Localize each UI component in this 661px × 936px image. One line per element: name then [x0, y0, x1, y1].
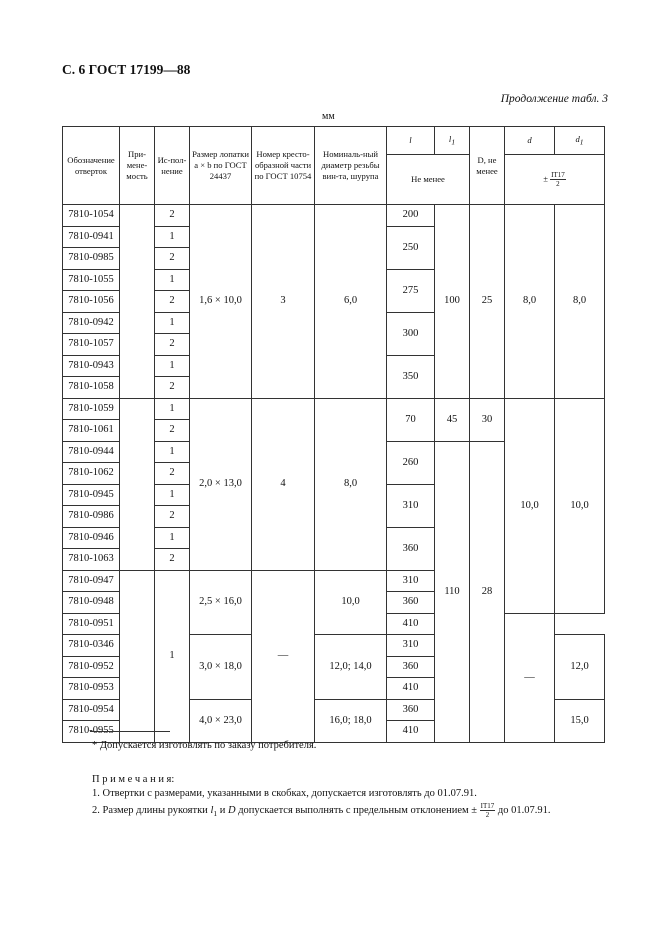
- row-exec: 1: [155, 441, 190, 463]
- row-code: 7810-0947: [63, 570, 120, 592]
- row-exec: 2: [155, 420, 190, 442]
- col-application: При-мене-мость: [120, 127, 155, 205]
- row-exec: 2: [155, 205, 190, 227]
- col-not-less: Не менее: [387, 155, 470, 205]
- length-l: 360: [387, 656, 435, 678]
- row-code: 7810-0945: [63, 484, 120, 506]
- blade-size: 2,5 × 16,0: [190, 570, 252, 635]
- row-code: 7810-0943: [63, 355, 120, 377]
- row-exec: 1: [155, 527, 190, 549]
- row-code: 7810-0955: [63, 721, 120, 743]
- length-l: 310: [387, 484, 435, 527]
- row-exec: 2: [155, 248, 190, 270]
- col-blade-size: Размер лопатки a × b по ГОСТ 24437: [190, 127, 252, 205]
- cross-number: 4: [252, 398, 315, 570]
- diameter-d1: 10,0: [555, 398, 605, 613]
- footnote: * Допускается изготовлять по заказу потребителя.: [92, 740, 317, 751]
- col-l: l: [387, 127, 435, 155]
- col-thread-diameter: Номиналь-ный диаметр резьбы вин-та, шурупа: [315, 127, 387, 205]
- page-title: С. 6 ГОСТ 17199—88: [62, 62, 191, 77]
- row-code: 7810-0942: [63, 312, 120, 334]
- note-1: 1. Отвертки с размерами, указанными в скобках, допускается изготовлять до 01.07.91.: [92, 788, 477, 799]
- cross-number: 3: [252, 205, 315, 399]
- row-code: 7810-1057: [63, 334, 120, 356]
- row-application: [120, 398, 155, 570]
- row-code: 7810-0944: [63, 441, 120, 463]
- row-code: 7810-1058: [63, 377, 120, 399]
- row-code: 7810-1062: [63, 463, 120, 485]
- diameter-d1: 8,0: [555, 205, 605, 399]
- diameter-d: 12,0: [555, 635, 605, 700]
- diameter-D: 25: [470, 205, 505, 399]
- blade-size: 3,0 × 18,0: [190, 635, 252, 700]
- row-exec: 2: [155, 377, 190, 399]
- length-l: 250: [387, 226, 435, 269]
- length-l1: 110: [435, 441, 470, 742]
- row-code: 7810-0948: [63, 592, 120, 614]
- diameter-D: 28: [470, 441, 505, 742]
- length-l: 260: [387, 441, 435, 484]
- screwdriver-table: [62, 126, 605, 743]
- row-code: 7810-0946: [63, 527, 120, 549]
- col-cross-number: Номер кресто-образной части по ГОСТ 10754: [252, 127, 315, 205]
- col-D: D, не менее: [470, 127, 505, 205]
- thread-diameter: 8,0: [315, 398, 387, 570]
- note-2: 2. Размер длины рукоятки $l_1$ и D допускается выполнять с предельным отклонением ± $\frac{IT17}{2}$ до 01.07.91.: [92, 802, 551, 819]
- row-code: 7810-0985: [63, 248, 120, 270]
- units-label: мм: [322, 111, 335, 122]
- blade-size: 1,6 × 10,0: [190, 205, 252, 399]
- row-exec: 1: [155, 312, 190, 334]
- row-exec: 1: [155, 226, 190, 248]
- footnote-rule: [90, 731, 170, 732]
- row-exec: 2: [155, 334, 190, 356]
- row-exec: 1: [155, 484, 190, 506]
- length-l1: 100: [435, 205, 470, 399]
- length-l: 200: [387, 205, 435, 227]
- row-exec: 1: [155, 570, 190, 742]
- length-l: 360: [387, 527, 435, 570]
- col-tolerance: ± $\frac{IT17}{2}$: [505, 155, 605, 205]
- diameter-d: 8,0: [505, 205, 555, 399]
- col-d1: d1: [555, 127, 605, 155]
- length-l: 275: [387, 269, 435, 312]
- notes-title: П р и м е ч а н и я:: [92, 774, 175, 785]
- row-exec: 2: [155, 291, 190, 313]
- row-code: 7810-0954: [63, 699, 120, 721]
- thread-diameter: 16,0; 18,0: [315, 699, 387, 742]
- row-exec: 1: [155, 269, 190, 291]
- row-code: 7810-1061: [63, 420, 120, 442]
- row-exec: 1: [155, 355, 190, 377]
- col-l1: l1: [435, 127, 470, 155]
- row-code: 7810-0941: [63, 226, 120, 248]
- diameter-d1: —: [505, 613, 555, 742]
- length-l1: 45: [435, 398, 470, 441]
- diameter-d: 15,0: [555, 699, 605, 742]
- row-exec: 2: [155, 549, 190, 571]
- length-l: 410: [387, 613, 435, 635]
- length-l: 350: [387, 355, 435, 398]
- length-l: 310: [387, 570, 435, 592]
- row-code: 7810-0951: [63, 613, 120, 635]
- row-exec: 1: [155, 398, 190, 420]
- blade-size: 4,0 × 23,0: [190, 699, 252, 742]
- length-l: 410: [387, 721, 435, 743]
- diameter-D: 30: [470, 398, 505, 441]
- col-execution: Ис-пол-нение: [155, 127, 190, 205]
- length-l: 360: [387, 592, 435, 614]
- thread-diameter: 12,0; 14,0: [315, 635, 387, 700]
- row-code: 7810-1054: [63, 205, 120, 227]
- row-code: 7810-0346: [63, 635, 120, 657]
- row-application: [120, 570, 155, 742]
- diameter-d: 10,0: [505, 398, 555, 613]
- row-exec: 2: [155, 463, 190, 485]
- col-d: d: [505, 127, 555, 155]
- row-code: 7810-1063: [63, 549, 120, 571]
- length-l: 310: [387, 635, 435, 657]
- thread-diameter: 10,0: [315, 570, 387, 635]
- length-l: 410: [387, 678, 435, 700]
- row-code: 7810-1059: [63, 398, 120, 420]
- row-application: [120, 205, 155, 399]
- row-code: 7810-1056: [63, 291, 120, 313]
- col-designation: Обозначение отверток: [63, 127, 120, 205]
- row-code: 7810-0953: [63, 678, 120, 700]
- thread-diameter: 6,0: [315, 205, 387, 399]
- table-continuation: Продолжение табл. 3: [500, 93, 608, 105]
- row-code: 7810-0986: [63, 506, 120, 528]
- cross-number: —: [252, 570, 315, 742]
- row-code: 7810-1055: [63, 269, 120, 291]
- row-exec: 2: [155, 506, 190, 528]
- length-l: 300: [387, 312, 435, 355]
- blade-size: 2,0 × 13,0: [190, 398, 252, 570]
- length-l: 360: [387, 699, 435, 721]
- length-l: 70: [387, 398, 435, 441]
- row-code: 7810-0952: [63, 656, 120, 678]
